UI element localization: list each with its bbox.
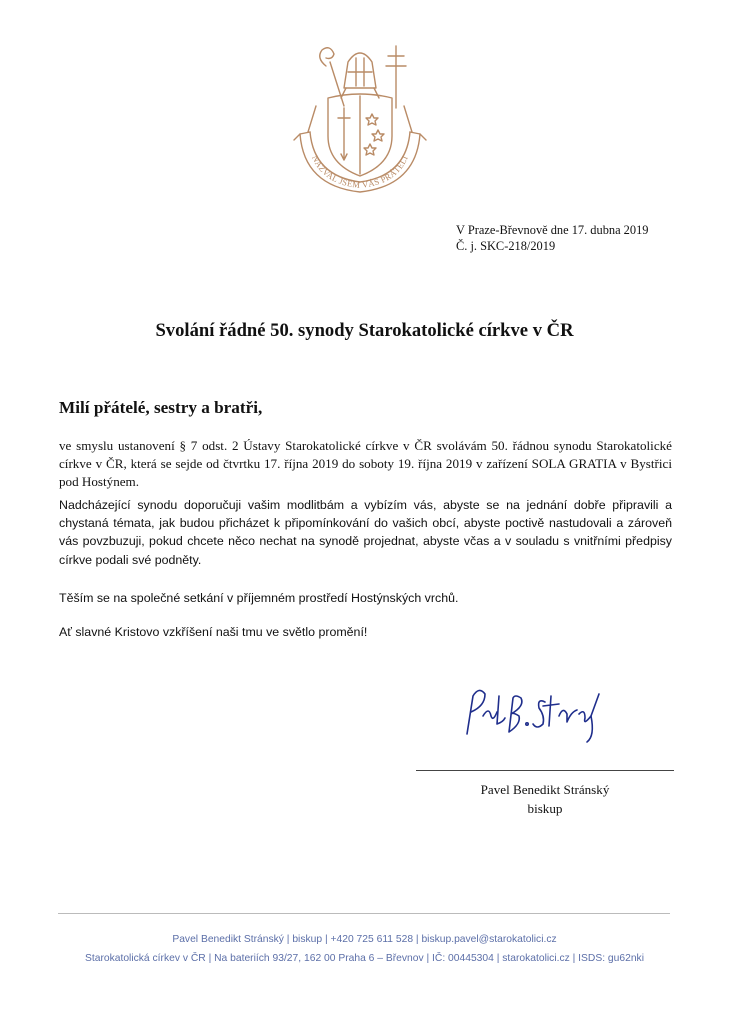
- signature-line: [416, 770, 674, 771]
- signer-name: Pavel Benedikt Stránský: [480, 782, 610, 797]
- crest-motto: NAZVAL JSEM VÁS PŘÁTELI: [310, 153, 410, 191]
- paragraph-text: ve smyslu ustanovení § 7 odst. 2 Ústavy Starokatolické církve v ČR svolávám 50. řádnou synodu Starokatolické církve v ČR, která se sejde od čtvrtku 17. října 2019 do soboty 19. října 2019 v zařízení SOLA GRATIA v Bystřici pod Hostýnem.: [59, 438, 672, 490]
- paragraph-meeting: [59, 589, 672, 607]
- footer-contact-line: Pavel Benedikt Stránský | biskup | +420 725 611 528 | biskup.pavel@starokatolici.cz: [172, 934, 557, 945]
- paragraph-preparation: [59, 496, 672, 569]
- reference-number: Č. j. SKC-218/2019: [456, 239, 556, 253]
- paragraph-text: Těším se na společné setkání v příjemném prostředí Hostýnských vrchů.: [59, 591, 459, 605]
- paragraph-blessing: [59, 623, 672, 641]
- paragraph-text: Ať slavné Kristovo vzkříšení naši tmu ve světlo promění!: [59, 625, 368, 639]
- handwritten-signature: [455, 676, 615, 746]
- greeting: Milí přátelé, sestry a bratři,: [59, 398, 263, 417]
- place-and-date: V Praze-Břevnově dne 17. dubna 2019: [456, 223, 649, 237]
- footer-divider: [58, 913, 670, 914]
- footer-organization-line: Starokatolická církev v ČR | Na bateriích 93/27, 162 00 Praha 6 – Břevnov | IČ: 00445304 | starokatolici.cz | ISDS: gu62nki: [84, 953, 644, 964]
- paragraph-convocation: [59, 437, 672, 492]
- signer-block: [416, 780, 674, 818]
- coat-of-arms-icon: [286, 36, 434, 196]
- paragraph-text: Nadcházející synodu doporučuji vašim modlitbám a vybízím vás, abyste se na jednání dobře připravili a chystaná témata, jak budou přicházet k připomínkování do vašich obcí, abyste poctivě nastudovali a zároveň vás povzbuzuji, pokud chcete něco nechat na synodě projednat, abyste včas a v souladu s vnitřními předpisy církve podali své podněty.: [59, 498, 672, 567]
- signer-role: biskup: [527, 801, 563, 816]
- letter-meta: [456, 222, 648, 254]
- letter-title: Svolání řádné 50. synody Starokatolické církve v ČR: [155, 320, 574, 341]
